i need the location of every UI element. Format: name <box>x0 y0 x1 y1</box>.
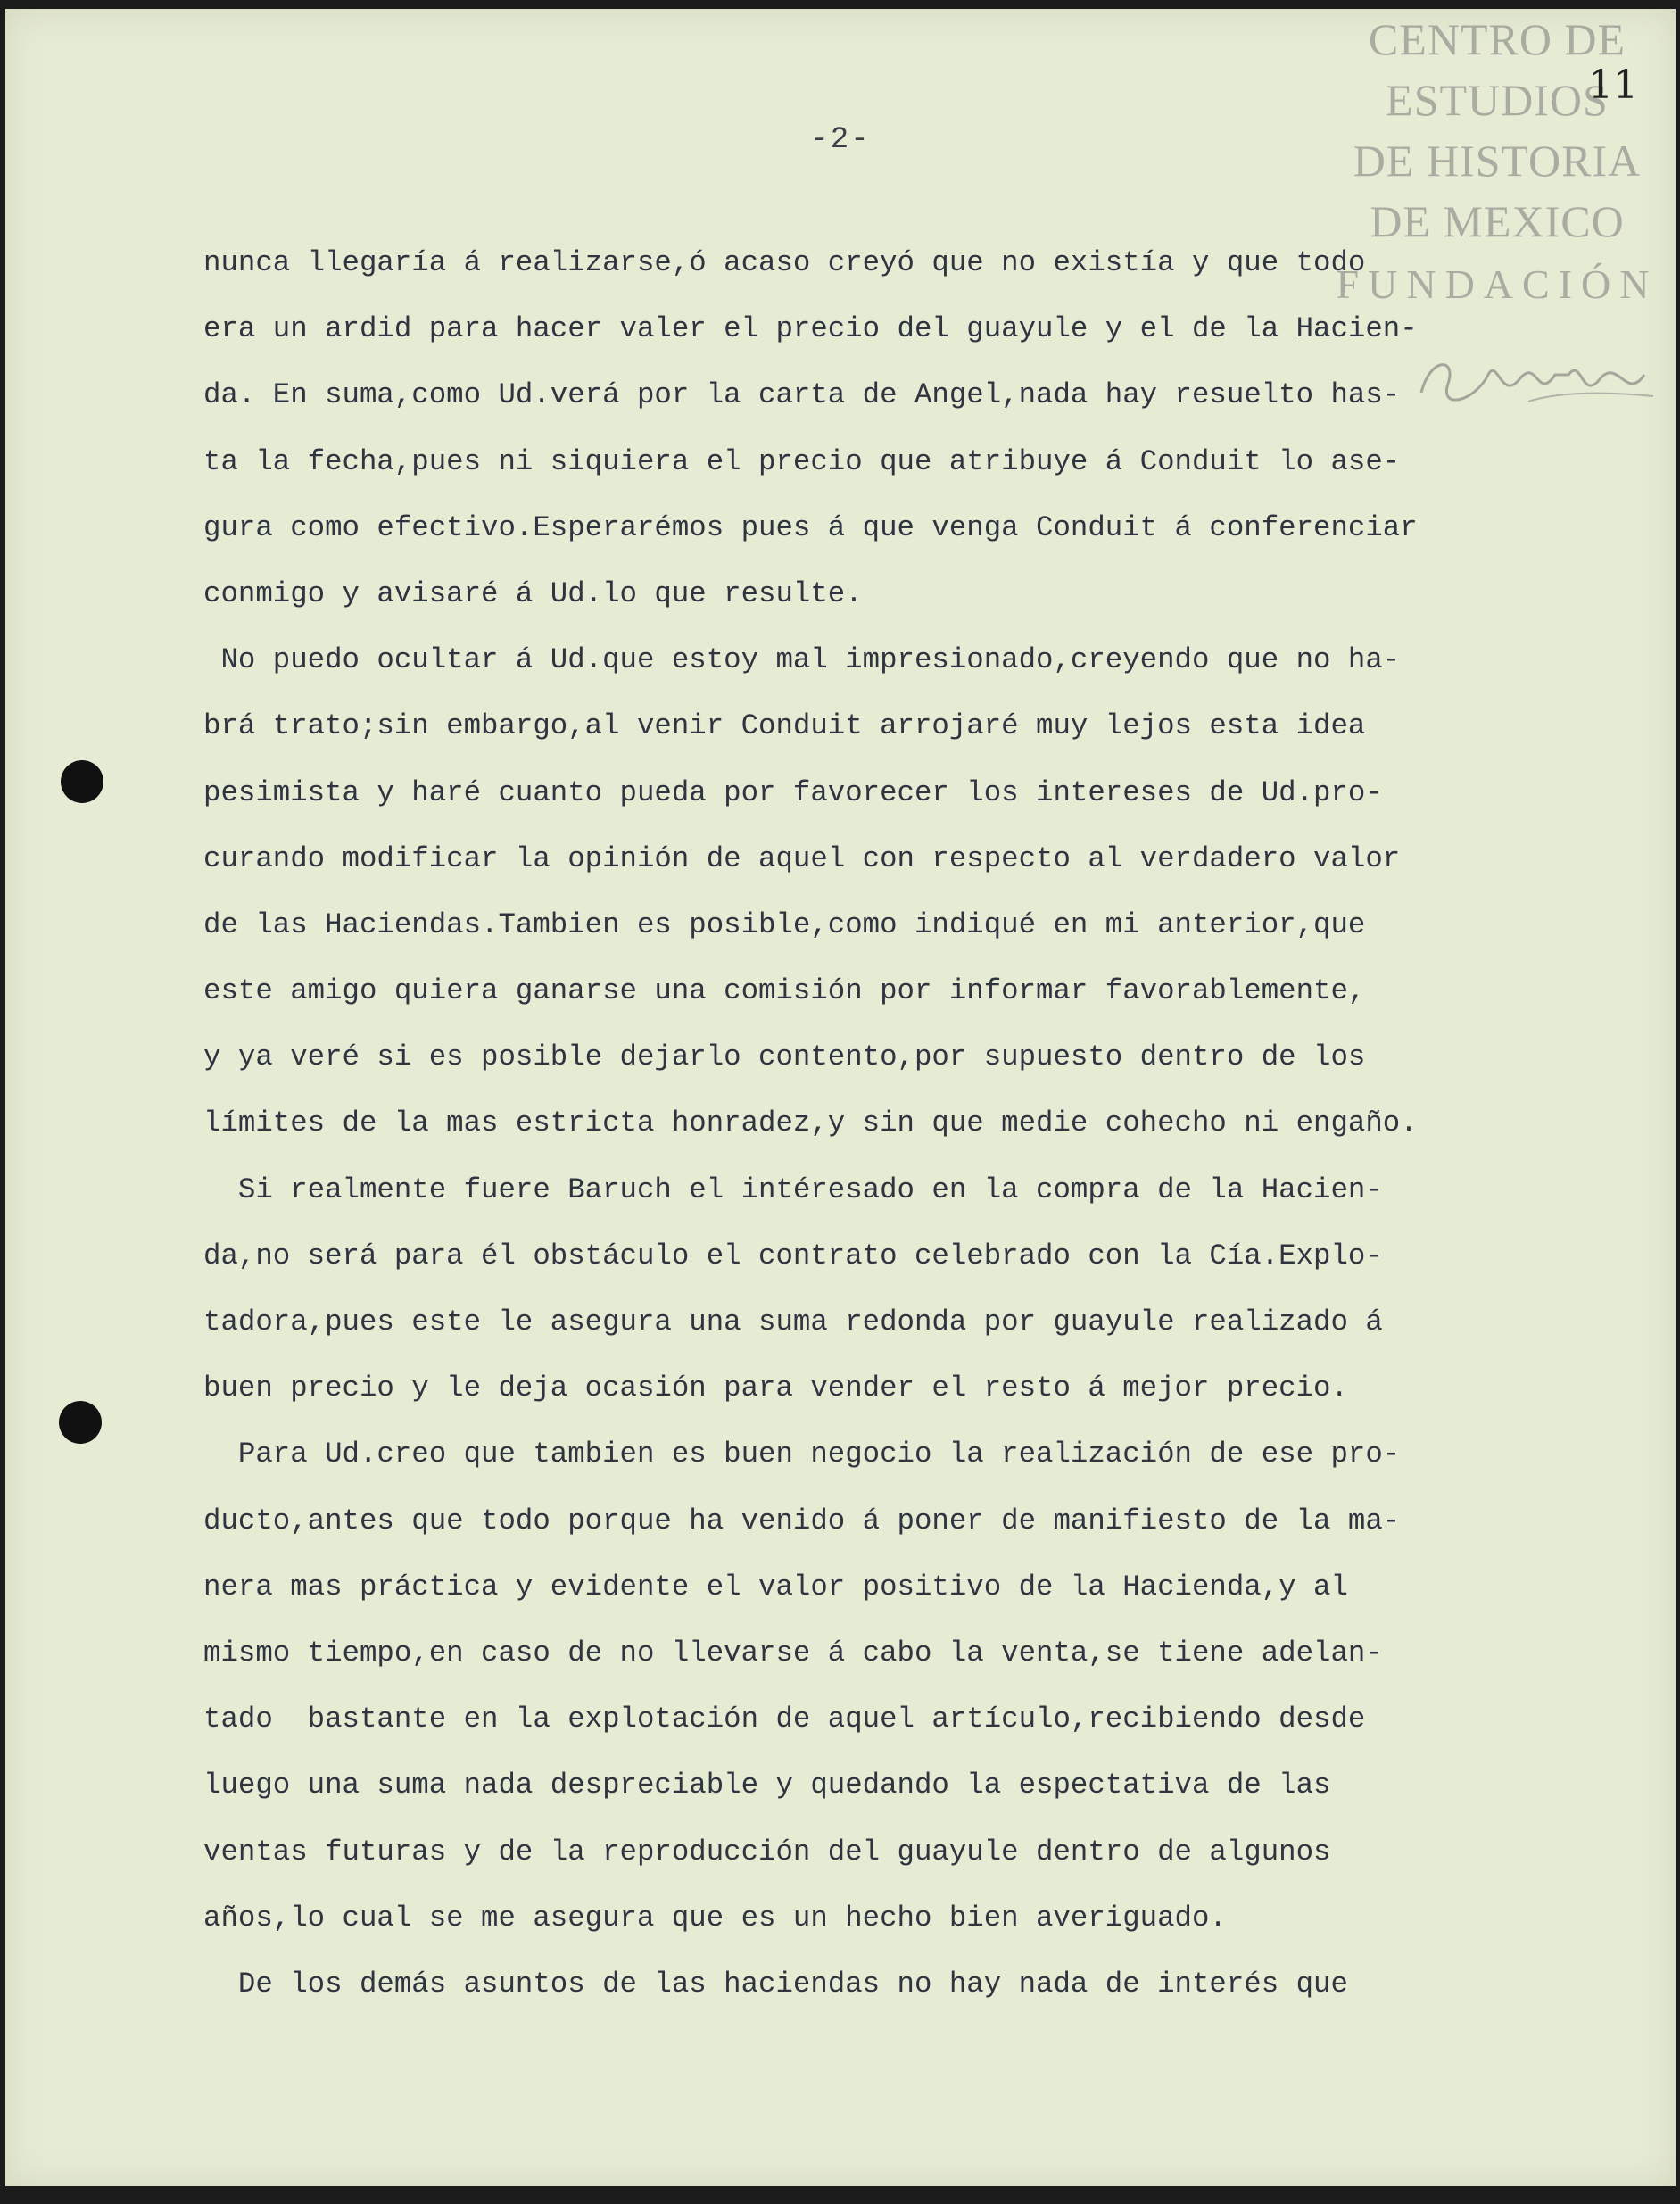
text-line: era un ardid para hacer valer el precio del guayule y el de la Hacien- <box>203 312 1418 346</box>
text-line: este amigo quiera ganarse una comisión por informar favorablemente, <box>203 974 1366 1008</box>
text-line: Para Ud.creo que tambien es buen negocio la realización de ese pro- <box>203 1438 1401 1471</box>
text-line: luego una suma nada despreciable y quedando la espectativa de las <box>203 1769 1331 1802</box>
text-line: buen precio y le deja ocasión para vender el resto á mejor precio. <box>203 1371 1348 1405</box>
stamp-line: DE HISTORIA <box>1353 136 1642 186</box>
text-line: nera mas práctica y evidente el valor positivo de la Hacienda,y al <box>203 1570 1348 1603</box>
punch-hole <box>59 1401 102 1444</box>
text-line: curando modificar la opinión de aquel con respecto al verdadero valor <box>203 841 1401 875</box>
text-line: nunca llegaría á realizarse,ó acaso creyó que no existía y que todo <box>203 246 1366 279</box>
text-line: brá trato;sin embargo,al venir Conduit arrojaré muy lejos esta idea <box>203 709 1366 743</box>
text-line: conmigo y avisaré á Ud.lo que resulte. <box>203 576 863 610</box>
text-line: y ya veré si es posible dejarlo contento,por supuesto dentro de los <box>203 1040 1366 1074</box>
letter-body <box>203 230 1613 2018</box>
text-line: mismo tiempo,en caso de no llevarse á cabo la venta,se tiene adelan- <box>203 1636 1383 1670</box>
folio-number: 11 <box>1588 62 1638 108</box>
page-number: -2- <box>810 123 871 157</box>
text-line: No puedo ocultar á Ud.que estoy mal impresionado,creyendo que no ha- <box>203 643 1401 677</box>
text-line: Si realmente fuere Baruch el intéresado en la compra de la Hacien- <box>203 1172 1383 1206</box>
stamp-line: ESTUDIOS <box>1386 75 1609 125</box>
text-line: da,no será para él obstáculo el contrato celebrado con la Cía.Explo- <box>203 1239 1383 1272</box>
punch-hole <box>61 760 103 803</box>
stamp-line: CENTRO DE <box>1368 14 1626 64</box>
text-line: ta la fecha,pues ni siquiera el precio que atribuye á Conduit lo ase- <box>203 444 1401 478</box>
text-line: tado bastante en la explotación de aquel artículo,recibiendo desde <box>203 1703 1366 1736</box>
text-line: pesimista y haré cuanto pueda por favorecer los intereses de Ud.pro- <box>203 775 1383 809</box>
stamp-foundation: FUNDACIÓN <box>1336 261 1659 307</box>
text-line: de las Haciendas.Tambien es posible,como indiqué en mi anterior,que <box>203 907 1366 941</box>
signature-icon <box>1403 339 1671 419</box>
text-line: años,lo cual se me asegura que es un hecho bien averiguado. <box>203 1901 1227 1935</box>
text-line: ducto,antes que todo porque ha venido á poner de manifiesto de la ma- <box>203 1504 1401 1537</box>
text-line: gura como efectivo.Esperarémos pues á que venga Conduit á conferenciar <box>203 510 1418 544</box>
stamp-line: DE MEXICO <box>1370 196 1625 246</box>
text-line: De los demás asuntos de las haciendas no hay nada de interés que <box>203 1967 1348 2001</box>
text-line: tadora,pues este le asegura una suma redonda por guayule realizado á <box>203 1305 1383 1338</box>
text-line: da. En suma,como Ud.verá por la carta de Angel,nada hay resuelto has- <box>203 378 1401 412</box>
text-line: límites de la mas estricta honradez,y sin que medie cohecho ni engaño. <box>203 1106 1418 1140</box>
text-line: ventas futuras y de la reproducción del guayule dentro de algunos <box>203 1835 1331 1868</box>
